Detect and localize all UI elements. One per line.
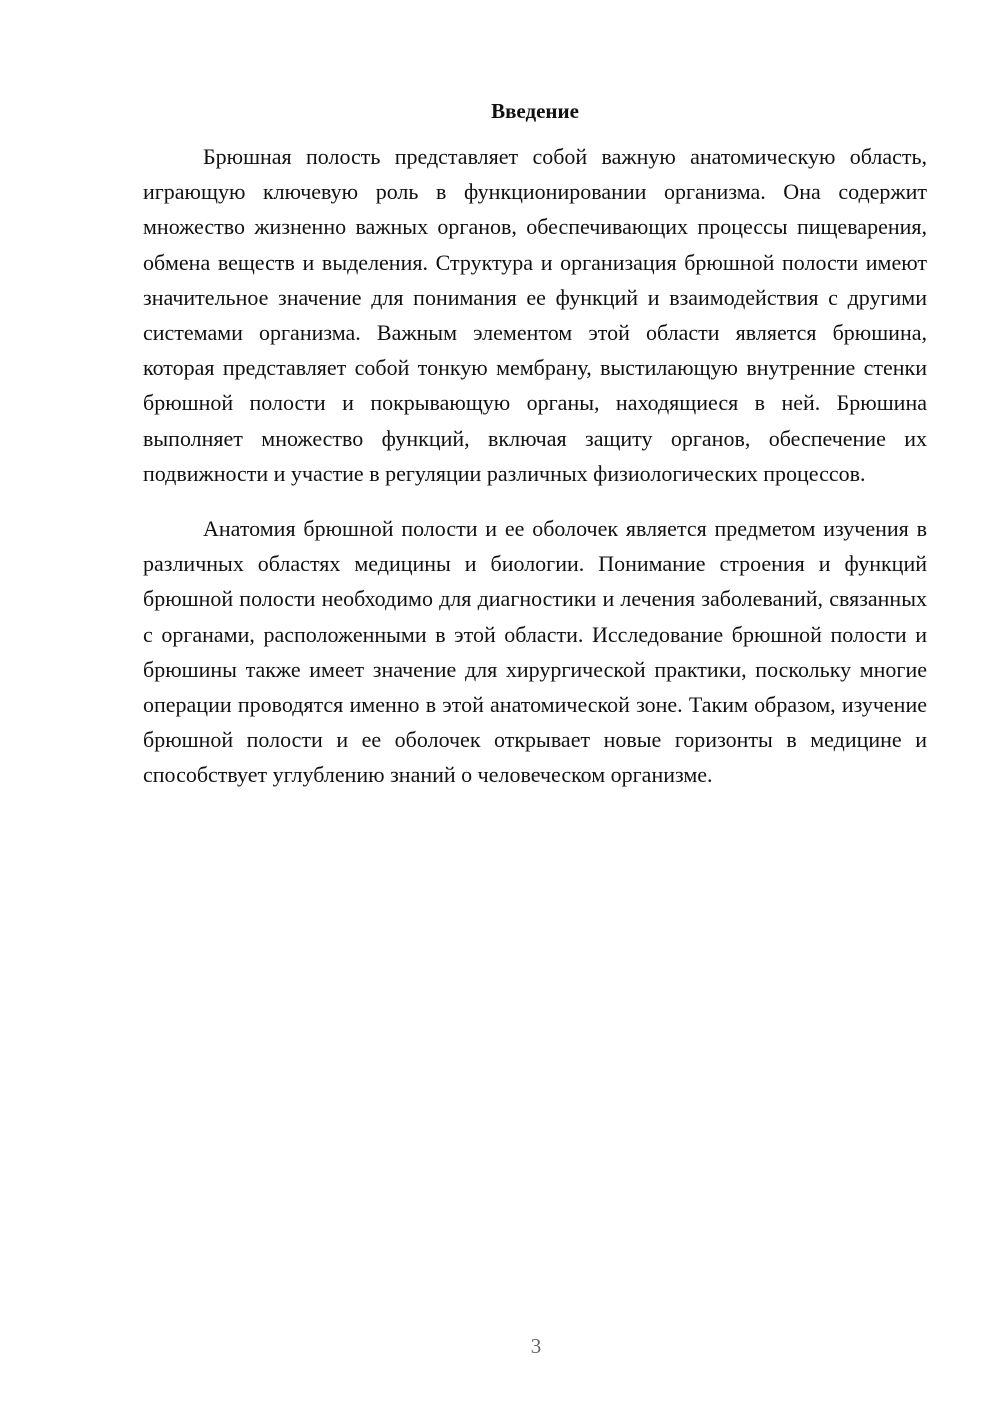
section-heading: Введение	[491, 99, 579, 123]
paragraph: Анатомия брюшной полости и ее оболочек является предметом изучения в различных областях медицины и биологии. Понимание строения и функций брюшной полости необходимо для диагностики и лечения заболеваний, связанных с органами, расположенными в этой области. Исследование брюшной полости и брюшины также имеет значение для хирургической практики, поскольку многие операции проводятся именно в этой анатомической зоне. Таким образом, изучение брюшной полости и ее оболочек открывает новые горизонты в медицине и способствует углублению знаний о человеческом организме.	[143, 516, 927, 788]
page-number: 3	[530, 1334, 542, 1358]
paragraph: Брюшная полость представляет собой важную анатомическую область, играющую ключевую роль в функционировании организма. Она содержит множество жизненно важных органов, обеспечивающих процессы пищеварения, обмена веществ и выделения. Структура и организация брюшной полости имеют значительное значение для понимания ее функций и взаимодействия с другими системами организма. Важным элементом этой области является брюшина, которая представляет собой тонкую мембрану, выстилающую внутренние стенки брюшной полости и покрывающую органы, находящиеся в ней. Брюшина выполняет множество функций, включая защиту органов, обеспечение их подвижности и участие в регуляции различных физиологических процессов.	[143, 144, 927, 486]
page-content	[143, 95, 927, 793]
